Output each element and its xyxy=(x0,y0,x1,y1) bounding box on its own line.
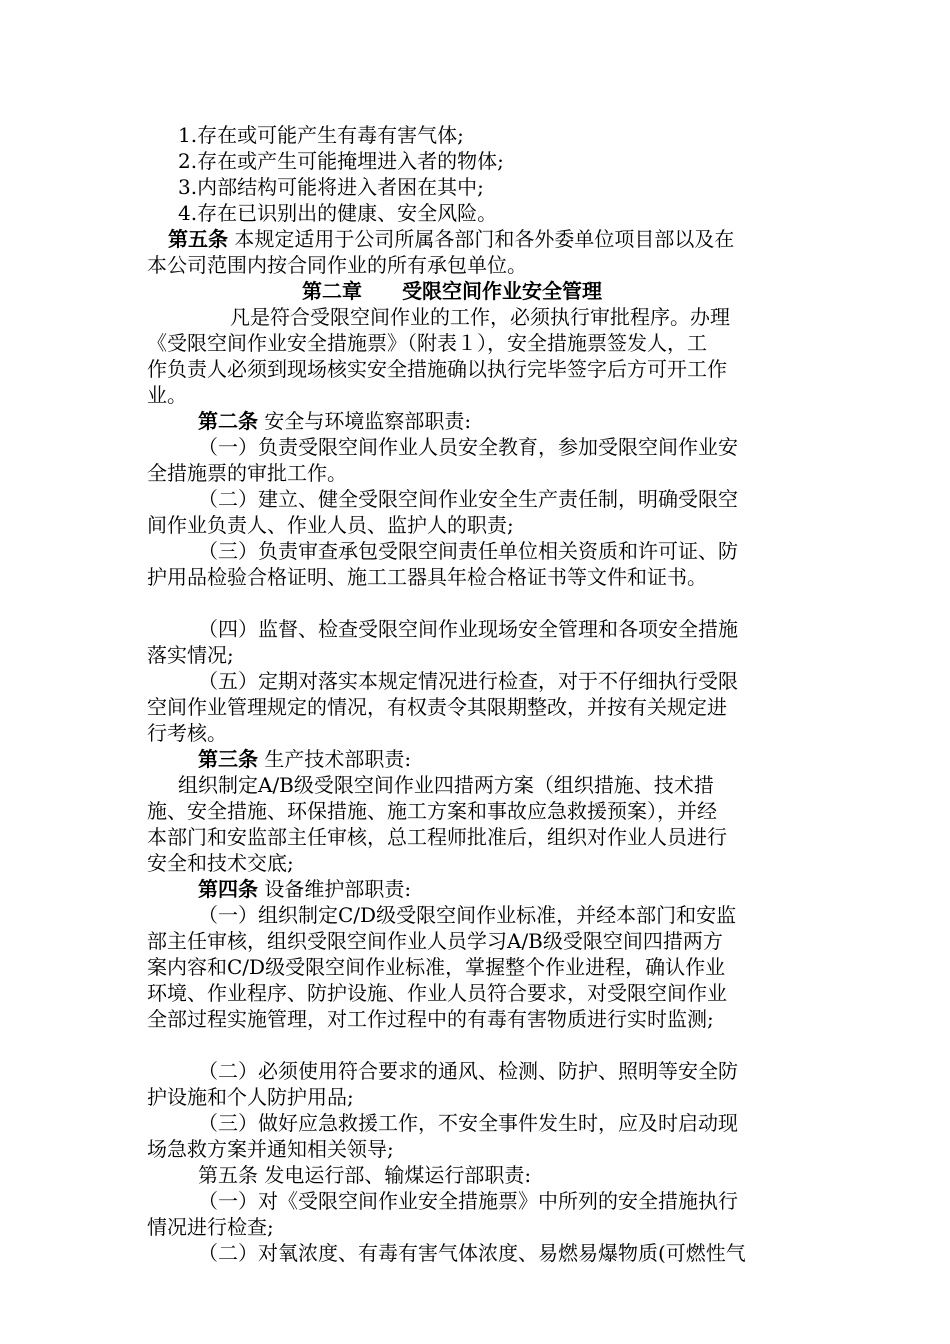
article-4-heading: 第四条 xyxy=(198,877,258,901)
paragraph-line: 全措施票的审批工作。 xyxy=(147,461,347,485)
paragraph-line: 部主任审核，组织受限空间作业人员学习A/B级受限空间四措两方 xyxy=(147,929,723,953)
paragraph-line: 护设施和个人防护用品; xyxy=(147,1085,354,1109)
list-item: 4.存在已识别出的健康、安全风险。 xyxy=(178,201,498,225)
intro-paragraph-line: 业。 xyxy=(147,383,187,407)
paragraph-line: （三）做好应急救援工作，不安全事件发生时，应及时启动现 xyxy=(198,1111,738,1135)
article-5b-line: 第五条 发电运行部、输煤运行部职责: xyxy=(198,1163,532,1187)
article-3-line xyxy=(198,746,950,772)
article-5-text-cont: 本公司范围内按合同作业的所有承包单位。 xyxy=(147,253,527,277)
paragraph-line: （一）组织制定C/D级受限空间作业标准，并经本部门和安监 xyxy=(198,903,737,927)
paragraph-line: 安全和技术交底; xyxy=(147,851,294,875)
intro-paragraph-line: 作负责人必须到现场核实安全措施确以执行完毕签字后方可开工作 xyxy=(147,357,727,381)
paragraph-line: 本部门和安监部主任审核，总工程师批准后，组织对作业人员进行 xyxy=(147,825,727,849)
paragraph-line: （一）对《受限空间作业安全措施票》中所列的安全措施执行 xyxy=(198,1189,738,1213)
article-5-heading: 第五条 xyxy=(168,227,228,251)
chapter-title: 第二章 受限空间作业安全管理 xyxy=(302,279,602,303)
paragraph-line: 落实情况; xyxy=(147,643,234,667)
paragraph-line: （二）建立、健全受限空间作业安全生产责任制，明确受限空 xyxy=(198,487,738,511)
article-2-text: 安全与环境监察部职责: xyxy=(264,409,472,433)
intro-paragraph-line: 凡是符合受限空间作业的工作，必须执行审批程序。办理 xyxy=(230,305,730,329)
article-5-line xyxy=(168,226,802,252)
paragraph-line: 案内容和C/D级受限空间作业标准，掌握整个作业进程，确认作业 xyxy=(147,955,726,979)
article-3-heading: 第三条 xyxy=(198,747,258,771)
paragraph-line: 全部过程实施管理，对工作过程中的有毒有害物质进行实时监测; xyxy=(147,1007,714,1031)
article-2-line xyxy=(198,408,950,434)
article-4-text: 设备维护部职责: xyxy=(264,877,412,901)
paragraph-line: 行考核。 xyxy=(147,721,227,745)
list-item: 1.存在或可能产生有毒有害气体; xyxy=(178,123,464,147)
intro-paragraph-line: 《受限空间作业安全措施票》（附表１），安全措施票签发人，工 xyxy=(147,331,707,355)
paragraph-line: （一）负责受限空间作业人员安全教育，参加受限空间作业安 xyxy=(198,435,738,459)
paragraph-line: 施、安全措施、环保措施、施工方案和事故应急救援预案），并经 xyxy=(147,799,717,823)
paragraph-line: （二）必须使用符合要求的通风、检测、防护、照明等安全防 xyxy=(198,1059,738,1083)
paragraph-line: （二）对氧浓度、有毒有害气体浓度、易燃易爆物质(可燃性气 xyxy=(198,1241,746,1265)
paragraph-line: 空间作业管理规定的情况，有权责令其限期整改，并按有关规定进 xyxy=(147,695,727,719)
paragraph-line: 间作业负责人、作业人员、监护人的职责; xyxy=(147,513,514,537)
paragraph-line: 护用品检验合格证明、施工工器具年检合格证书等文件和证书。 xyxy=(147,565,707,589)
article-2-heading: 第二条 xyxy=(198,409,258,433)
paragraph-line: 情况进行检查; xyxy=(147,1215,274,1239)
paragraph-line: 场急救方案并通知相关领导; xyxy=(147,1137,394,1161)
paragraph-line: 环境、作业程序、防护设施、作业人员符合要求，对受限空间作业 xyxy=(147,981,727,1005)
list-item: 2.存在或产生可能掩埋进入者的物体; xyxy=(178,149,504,173)
article-4-line xyxy=(198,876,950,902)
paragraph-line: （五）定期对落实本规定情况进行检查，对于不仔细执行受限 xyxy=(198,669,738,693)
paragraph-line: （三）负责审查承包受限空间责任单位相关资质和许可证、防 xyxy=(198,539,738,563)
paragraph-line: 组织制定A/B级受限空间作业四措两方案（组织措施、技术措 xyxy=(178,773,714,797)
article-5-text: 本规定适用于公司所属各部门和各外委单位项目部以及在 xyxy=(234,227,735,251)
paragraph-line: （四）监督、检查受限空间作业现场安全管理和各项安全措施 xyxy=(198,617,738,641)
article-3-text: 生产技术部职责: xyxy=(264,747,412,771)
list-item: 3.内部结构可能将进入者困在其中; xyxy=(178,175,484,199)
